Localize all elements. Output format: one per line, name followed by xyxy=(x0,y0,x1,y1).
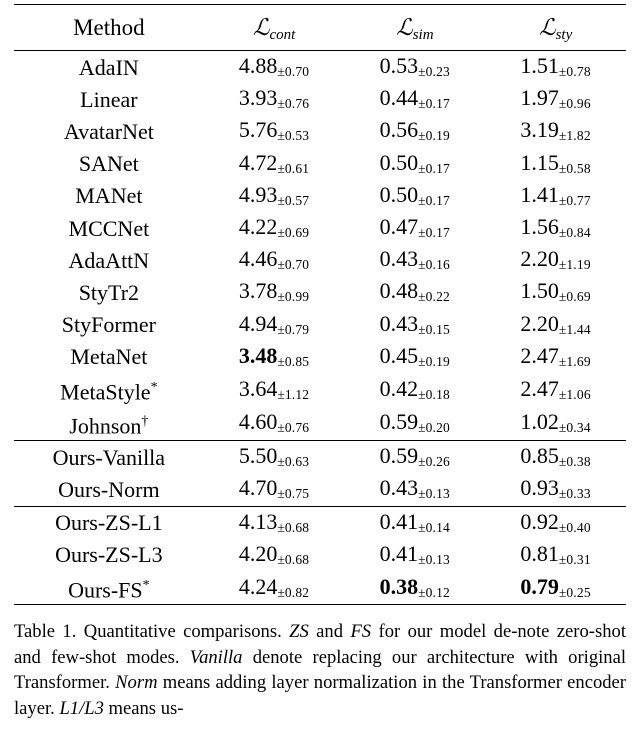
cell-l-sty-pm: ± xyxy=(558,551,567,567)
cell-l-sty-std: 0.25 xyxy=(566,584,591,600)
cell-l-sim-pm: ± xyxy=(418,289,426,305)
cell-l-sim-std: 0.16 xyxy=(425,257,451,273)
cell-l-sty-std: 0.31 xyxy=(566,551,591,567)
cell-l-cont-pm: ± xyxy=(277,551,285,567)
cell-l-cont-pm: ± xyxy=(277,257,285,273)
table-row xyxy=(14,506,626,539)
cell-l-cont xyxy=(204,571,345,605)
cell-l-cont-std: 0.57 xyxy=(284,192,310,208)
cell-l-cont-value: 4.72 xyxy=(238,149,278,175)
cell-l-sim-std: 0.17 xyxy=(425,225,451,241)
cell-l-cont-std: 0.75 xyxy=(284,486,310,502)
cell-l-sim-std: 0.13 xyxy=(425,486,451,502)
cell-l-sim xyxy=(344,83,485,115)
cell-l-sty-value: 2.20 xyxy=(520,246,559,272)
cell-l-sty-std: 0.78 xyxy=(566,64,591,79)
cell-l-sim-std: 0.17 xyxy=(425,192,451,208)
cell-l-cont xyxy=(204,115,345,147)
cell-l-cont xyxy=(204,539,345,571)
cell-l-cont-value: 4.24 xyxy=(238,573,278,599)
caption-italic-l1l3: L1/L3 xyxy=(59,697,104,719)
cell-l-sty xyxy=(485,571,626,605)
cell-l-sty-std: 0.77 xyxy=(566,192,591,208)
cell-l-sim xyxy=(344,115,485,147)
caption-text-4: denote replacing our architecture with original Transformer. xyxy=(14,646,627,694)
caption-italic-fs: FS xyxy=(350,621,372,643)
cell-l-sty xyxy=(485,51,626,84)
table-row xyxy=(14,441,626,474)
column-header-l-cont xyxy=(204,5,345,51)
cell-l-sty-value: 2.47 xyxy=(520,342,559,368)
results-table xyxy=(14,4,626,605)
cell-l-sim xyxy=(344,180,485,212)
cell-l-sim-value: 0.59 xyxy=(379,443,419,469)
cell-l-sim-std: 0.22 xyxy=(425,289,451,305)
column-header-l-sty xyxy=(485,5,626,51)
cell-l-sim-value: 0.41 xyxy=(379,508,419,534)
cell-l-sim xyxy=(344,244,485,276)
caption-text-6: means us- xyxy=(103,697,184,719)
cell-l-cont-pm: ± xyxy=(277,289,285,305)
cell-l-cont-pm: ± xyxy=(277,386,285,402)
cell-l-sty-std: 0.58 xyxy=(566,160,591,176)
cell-l-sty xyxy=(485,180,626,212)
cell-l-sty-std: 1.06 xyxy=(566,386,591,402)
caption-italic-norm: Norm xyxy=(115,672,158,694)
cell-l-sty xyxy=(485,115,626,147)
cell-l-cont xyxy=(204,244,345,276)
cell-l-cont-pm: ± xyxy=(277,96,285,112)
cell-l-sty-pm: ± xyxy=(558,128,567,144)
table-row xyxy=(14,571,626,605)
cell-l-cont-value: 3.78 xyxy=(238,278,278,304)
cell-l-sim-pm: ± xyxy=(418,551,426,567)
cell-l-sim-std: 0.17 xyxy=(425,96,451,112)
cell-l-cont-value: 5.76 xyxy=(238,117,278,143)
cell-l-cont-pm: ± xyxy=(277,486,285,502)
cell-l-cont-value: 3.48 xyxy=(238,342,278,368)
cell-l-cont-std: 0.79 xyxy=(284,321,310,337)
cell-l-cont-value: 4.20 xyxy=(238,540,278,566)
cell-l-sty-value: 1.51 xyxy=(520,53,559,78)
table-header-row xyxy=(14,5,626,51)
cell-l-sty-pm: ± xyxy=(558,486,567,502)
cell-l-sty-std: 0.34 xyxy=(566,420,591,436)
row-method-label: SANet xyxy=(78,151,139,177)
row-method-label: Ours-Vanilla xyxy=(14,441,204,474)
cell-l-sim-value: 0.59 xyxy=(379,409,419,435)
caption-italic-vanilla: Vanilla xyxy=(189,646,243,668)
cell-l-sim-value: 0.38 xyxy=(379,573,419,599)
table-row xyxy=(14,373,626,407)
table-row xyxy=(14,83,626,115)
cell-l-cont-value: 5.50 xyxy=(238,443,278,469)
cell-l-sim-pm: ± xyxy=(418,160,426,176)
cell-l-sty xyxy=(485,244,626,276)
cell-l-cont-std: 0.69 xyxy=(284,225,310,241)
cell-l-sim-std: 0.14 xyxy=(425,519,451,535)
table-row xyxy=(14,473,626,506)
cell-l-sim-value: 0.56 xyxy=(379,117,419,143)
cell-l-cont-value: 4.93 xyxy=(238,181,278,207)
math-symbol-l: ℒ xyxy=(252,14,270,41)
cell-l-sim-pm: ± xyxy=(418,519,426,535)
cell-l-cont-value: 4.46 xyxy=(238,246,278,272)
cell-l-cont-std: 0.68 xyxy=(284,551,310,567)
cell-l-cont-std: 0.68 xyxy=(284,519,310,535)
cell-l-sty-pm: ± xyxy=(558,225,567,241)
cell-l-cont-std: 0.61 xyxy=(284,160,310,176)
cell-l-sty xyxy=(485,83,626,115)
row-method-label: StyFormer xyxy=(61,312,156,338)
cell-l-sty-value: 0.93 xyxy=(520,475,559,501)
cell-l-cont-pm: ± xyxy=(277,321,285,337)
cell-l-cont-std: 0.70 xyxy=(284,64,310,79)
cell-l-sim-pm: ± xyxy=(418,386,426,402)
cell-l-sty-pm: ± xyxy=(558,454,567,470)
math-symbol-l: ℒ xyxy=(538,14,556,41)
cell-l-cont-std: 0.76 xyxy=(284,420,310,436)
row-method-label: AvatarNet xyxy=(63,118,154,144)
cell-l-cont-std: 0.63 xyxy=(284,454,310,470)
cell-l-sim-value: 0.41 xyxy=(379,540,419,566)
cell-l-sim-pm: ± xyxy=(418,321,426,337)
cell-l-cont-pm: ± xyxy=(277,192,285,208)
cell-l-cont-value: 4.88 xyxy=(238,53,278,78)
cell-l-sim-pm: ± xyxy=(418,128,426,144)
row-method-label: AdaAttN xyxy=(68,247,150,273)
cell-l-sty-std: 1.44 xyxy=(566,321,591,337)
cell-l-sty-std: 1.82 xyxy=(566,128,591,144)
cell-l-sim xyxy=(344,407,485,441)
cell-l-sty-std: 0.40 xyxy=(566,519,591,535)
cell-l-cont xyxy=(204,212,345,244)
table-row xyxy=(14,341,626,373)
cell-l-sty-pm: ± xyxy=(558,386,567,402)
cell-l-sty-pm: ± xyxy=(558,257,567,273)
row-method-label: MANet xyxy=(75,183,143,209)
cell-l-cont xyxy=(204,51,345,84)
cell-l-sty xyxy=(485,473,626,506)
cell-l-sty-value: 0.79 xyxy=(520,573,559,599)
cell-l-sim-value: 0.50 xyxy=(379,149,419,175)
cell-l-sty-value: 2.47 xyxy=(520,375,559,401)
cell-l-sty-value: 0.85 xyxy=(520,443,559,469)
cell-l-sim-std: 0.15 xyxy=(425,321,451,337)
cell-l-sim xyxy=(344,212,485,244)
cell-l-sim-pm: ± xyxy=(418,353,426,369)
cell-l-sty-value: 1.41 xyxy=(520,181,559,207)
cell-l-cont-pm: ± xyxy=(277,519,285,535)
cell-l-sty-pm: ± xyxy=(558,64,567,79)
cell-l-sim-value: 0.43 xyxy=(379,475,419,501)
cell-l-sty-value: 0.92 xyxy=(520,508,559,534)
cell-l-sim-pm: ± xyxy=(418,96,426,112)
cell-l-sim-std: 0.13 xyxy=(425,551,451,567)
cell-l-sim-pm: ± xyxy=(418,454,426,470)
row-method-label: MetaStyle* xyxy=(60,379,158,405)
cell-l-cont xyxy=(204,276,345,308)
cell-l-sim-value: 0.48 xyxy=(379,278,419,304)
cell-l-sim-std: 0.18 xyxy=(425,386,451,402)
cell-l-sim-std: 0.23 xyxy=(425,64,451,79)
cell-l-sty-pm: ± xyxy=(558,96,567,112)
cell-l-cont xyxy=(204,148,345,180)
table-row xyxy=(14,309,626,341)
cell-l-cont-std: 0.70 xyxy=(284,257,310,273)
row-method-label: Johnson† xyxy=(69,412,149,438)
cell-l-sty-value: 2.20 xyxy=(520,310,559,336)
cell-l-sty-value: 1.02 xyxy=(520,409,559,435)
row-method-label: AdaIN xyxy=(78,54,139,80)
caption-text-2: and xyxy=(308,621,351,643)
cell-l-sty xyxy=(485,441,626,474)
cell-l-cont xyxy=(204,309,345,341)
row-method-label: Ours-FS* xyxy=(14,571,204,605)
cell-l-sim-std: 0.19 xyxy=(425,353,451,369)
cell-l-sim xyxy=(344,341,485,373)
cell-l-sim xyxy=(344,473,485,506)
math-subscript-cont: cont xyxy=(269,26,296,43)
cell-l-cont xyxy=(204,83,345,115)
cell-l-cont-value: 4.94 xyxy=(238,310,278,336)
cell-l-cont xyxy=(204,180,345,212)
cell-l-sim-value: 0.44 xyxy=(379,85,419,111)
cell-l-sim xyxy=(344,148,485,180)
table-row xyxy=(14,539,626,571)
caption-italic-zs: ZS xyxy=(289,621,309,643)
cell-l-cont-value: 4.60 xyxy=(238,409,278,435)
cell-l-sim-std: 0.26 xyxy=(425,454,451,470)
cell-l-sty-value: 1.50 xyxy=(520,278,559,304)
cell-l-sty-pm: ± xyxy=(558,353,567,369)
cell-l-sty xyxy=(485,309,626,341)
cell-l-sty-std: 1.19 xyxy=(566,257,591,273)
cell-l-cont-std: 0.99 xyxy=(284,289,310,305)
cell-l-sty-std: 0.38 xyxy=(566,454,591,470)
caption-text-5: means adding layer normalization in the Transformer encoder layer. xyxy=(14,672,626,719)
cell-l-sty xyxy=(485,373,626,407)
cell-l-sty-pm: ± xyxy=(558,289,567,305)
cell-l-cont xyxy=(204,506,345,539)
cell-l-cont-value: 4.22 xyxy=(238,214,278,240)
cell-l-sty-pm: ± xyxy=(558,321,567,337)
cell-l-sim-pm: ± xyxy=(418,64,426,79)
cell-l-sim-value: 0.45 xyxy=(379,342,419,368)
caption-label: Table 1. xyxy=(14,621,77,643)
table-row xyxy=(14,148,626,180)
cell-l-sty-std: 0.69 xyxy=(566,289,591,305)
cell-l-cont-pm: ± xyxy=(277,64,285,79)
cell-l-sty xyxy=(485,341,626,373)
row-method-label: Ours-ZS-L3 xyxy=(55,542,163,568)
cell-l-sty xyxy=(485,212,626,244)
cell-l-sim xyxy=(344,571,485,605)
table-row xyxy=(14,180,626,212)
table-row xyxy=(14,407,626,441)
cell-l-sty-pm: ± xyxy=(558,192,567,208)
column-header-method: Method xyxy=(14,5,204,51)
cell-l-cont xyxy=(204,373,345,407)
cell-l-sim xyxy=(344,51,485,84)
cell-l-sty xyxy=(485,148,626,180)
cell-l-cont-pm: ± xyxy=(277,128,285,144)
row-method-label: Ours-Norm xyxy=(58,476,160,502)
cell-l-sim xyxy=(344,276,485,308)
cell-l-sty xyxy=(485,506,626,539)
row-method-label: Linear xyxy=(80,86,138,112)
table-row xyxy=(14,51,626,84)
cell-l-sim xyxy=(344,373,485,407)
cell-l-cont-pm: ± xyxy=(277,160,285,176)
cell-l-sim-value: 0.50 xyxy=(379,181,419,207)
table-row xyxy=(14,212,626,244)
row-method-label: Ours-ZS-L1 xyxy=(14,506,204,539)
cell-l-sim-std: 0.19 xyxy=(425,128,451,144)
cell-l-cont xyxy=(204,473,345,506)
cell-l-cont-value: 3.93 xyxy=(238,85,278,111)
cell-l-sim-pm: ± xyxy=(418,584,426,600)
cell-l-sim-pm: ± xyxy=(418,257,426,273)
cell-l-sty-std: 0.96 xyxy=(566,96,591,112)
cell-l-sim xyxy=(344,539,485,571)
cell-l-sty-std: 1.69 xyxy=(566,353,591,369)
table-body xyxy=(14,51,626,605)
cell-l-sty xyxy=(485,407,626,441)
cell-l-cont-std: 0.53 xyxy=(284,128,310,144)
cell-l-sim-value: 0.42 xyxy=(379,375,419,401)
cell-l-sty-value: 1.97 xyxy=(520,85,559,111)
cell-l-cont-pm: ± xyxy=(277,353,285,369)
cell-l-sim-value: 0.53 xyxy=(379,53,419,78)
cell-l-cont-std: 1.12 xyxy=(284,386,310,402)
cell-l-sim-value: 0.47 xyxy=(379,214,419,240)
cell-l-cont-pm: ± xyxy=(277,454,285,470)
cell-l-sim xyxy=(344,441,485,474)
cell-l-sty-value: 1.15 xyxy=(520,149,559,175)
row-method-label: StyTr2 xyxy=(78,279,140,305)
cell-l-cont-pm: ± xyxy=(277,584,285,600)
cell-l-sty-value: 3.19 xyxy=(520,117,559,143)
cell-l-sty-value: 1.56 xyxy=(520,214,559,240)
cell-l-cont xyxy=(204,341,345,373)
cell-l-cont-pm: ± xyxy=(277,225,285,241)
cell-l-sim-value: 0.43 xyxy=(379,246,419,272)
cell-l-sty-pm: ± xyxy=(558,160,567,176)
cell-l-sty xyxy=(485,276,626,308)
cell-l-sim-pm: ± xyxy=(418,420,426,436)
row-method-label: MetaNet xyxy=(70,344,148,370)
cell-l-sim-std: 0.17 xyxy=(425,160,451,176)
math-subscript-sty: sty xyxy=(555,26,573,43)
column-header-l-sim xyxy=(344,5,485,51)
math-subscript-sim: sim xyxy=(412,26,434,43)
cell-l-sim xyxy=(344,309,485,341)
cell-l-cont-value: 3.64 xyxy=(238,375,278,401)
cell-l-sty-std: 0.33 xyxy=(566,486,591,502)
cell-l-sty xyxy=(485,539,626,571)
caption-text-3: for our model de-note zero-shot and few-shot modes. xyxy=(14,621,626,668)
cell-l-sim-pm: ± xyxy=(418,225,426,241)
table-caption xyxy=(14,619,626,721)
cell-l-cont xyxy=(204,441,345,474)
cell-l-cont-std: 0.85 xyxy=(284,353,310,369)
cell-l-sty-pm: ± xyxy=(558,519,567,535)
cell-l-sim-value: 0.43 xyxy=(379,310,419,336)
cell-l-sty-pm: ± xyxy=(558,584,567,600)
table-row xyxy=(14,244,626,276)
table-row xyxy=(14,115,626,147)
cell-l-sim xyxy=(344,506,485,539)
table-row xyxy=(14,276,626,308)
cell-l-cont-std: 0.82 xyxy=(284,584,310,600)
cell-l-cont-std: 0.76 xyxy=(284,96,310,112)
caption-text-1: Quantitative comparisons. xyxy=(76,621,290,643)
cell-l-sty-value: 0.81 xyxy=(520,540,559,566)
cell-l-cont-pm: ± xyxy=(277,420,285,436)
math-symbol-l: ℒ xyxy=(396,14,413,41)
cell-l-sim-pm: ± xyxy=(418,192,426,208)
cell-l-sty-pm: ± xyxy=(558,420,567,436)
cell-l-sim-pm: ± xyxy=(418,486,426,502)
cell-l-sim-std: 0.12 xyxy=(425,584,451,600)
cell-l-sim-std: 0.20 xyxy=(425,420,451,436)
row-method-label: MCCNet xyxy=(68,215,150,241)
cell-l-cont-value: 4.13 xyxy=(238,508,278,534)
cell-l-sty-std: 0.84 xyxy=(566,225,591,241)
cell-l-cont-value: 4.70 xyxy=(238,475,278,501)
cell-l-cont xyxy=(204,407,345,441)
